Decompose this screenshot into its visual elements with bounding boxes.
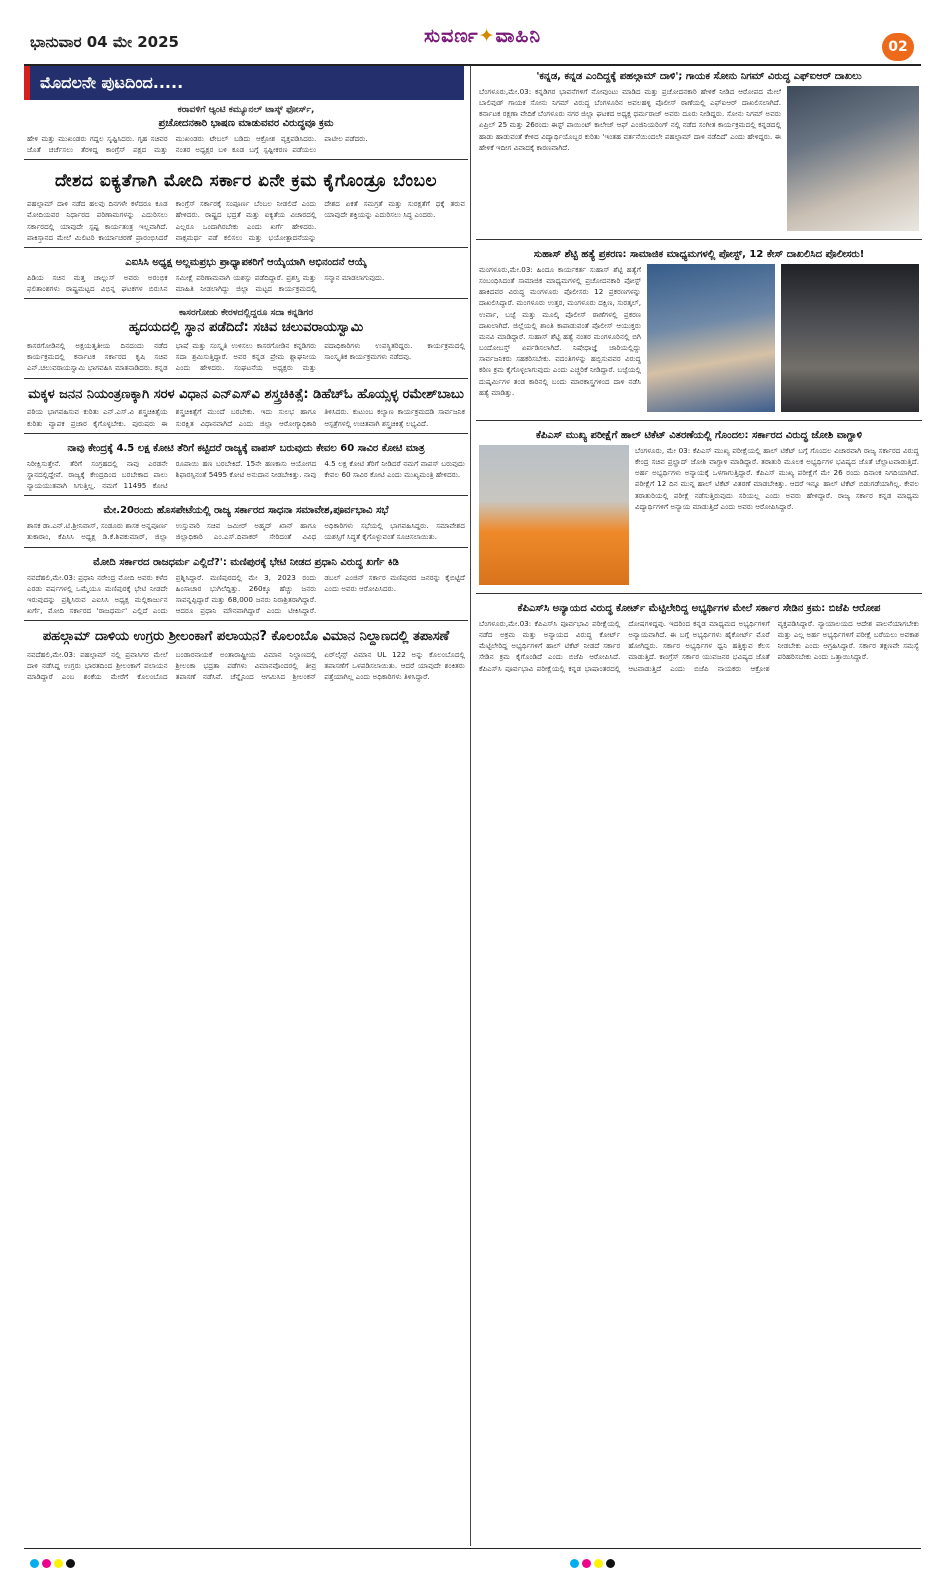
article-modi-support: [24, 164, 468, 248]
article-colombo-search: [24, 625, 468, 686]
article-professor-selection: [24, 252, 468, 299]
article-body: ಬೆಂಗಳೂರು,ಮೇ.03: ಕನ್ನಡಿಗರ ಭಾವನೆಗಳಿಗೆ ನೋವುಂಟು ಮಾಡಿದ ಮತ್ತು ಪ್ರಚೋದನಕಾರಿ ಹೇಳಿಕೆ ನೀಡಿದ ಆರೋಪದ ಮೇಲೆ ಬಾಲಿವುಡ್ ಗಾಯಕ ಸೋನು ನಿಗಮ್ ವಿರುದ್ಧ ಬೆಂಗಳೂರಿನ ಅವಲಹಳ್ಳಿ ಪೊಲೀಸ್ ಠಾಣೆಯಲ್ಲಿ ಎಫ್‌ಐಆರ್ ದಾಖಲಿಸಲಾಗಿದೆ. ಕರ್ನಾಟಕ ರಕ್ಷಣಾ ವೇದಿಕೆ ಬೆಂಗಳೂರು ನಗರ ಜಿಲ್ಲಾ ಘಟಕದ ಅಧ್ಯಕ್ಷ ಧರ್ಮರಾಜ್ ಅವರು ದೂರು ನೀಡಿದ್ದರು. ಸೋನು ನಿಗಮ್ ಅವರು ಏಪ್ರಿಲ್ 25 ಮತ್ತು 26ರಂದು ಈಸ್ಟ್ ಪಾಯಿಂಟ್ ಕಾಲೇಜ್ ಆಫ್ ಎಂಜಿನಿಯರಿಂಗ್ ನಲ್ಲಿ ನಡೆದ ಸಂಗೀತ ಕಾರ್ಯಕ್ರಮದಲ್ಲಿ ಕನ್ನಡದಲ್ಲಿ ಹಾಡು ಹಾಡುವಂತೆ ಕೇಳಿದ ವಿದ್ಯಾರ್ಥಿಯೊಬ್ಬರ ಕುರಿತು 'ಇಂತಹ ವರ್ತನೆಯಿಂದಲೇ ಪಹಲ್ಗಾಮ್ ದಾಳಿ ನಡೆದಿದೆ' ಎಂದು ಹೇಳಿದ್ದರು. ಈ ಹೇಳಿಕೆ ಇದೀಗ ವಿವಾದಕ್ಕೆ ಕಾರಣವಾಗಿದೆ.: [479, 87, 781, 152]
print-registration-marks-right: [570, 1553, 618, 1572]
issue-date: ಭಾನುವಾರ 04 ಮೇ 2025: [30, 33, 179, 51]
article-headline: ಎಐಸಿಸಿ ಅಧ್ಯಕ್ಷ ಅಲ್ಲಮಪ್ರಭು ಪ್ರಾಧ್ಯಾಪಕರಿಗೆ ಆಯ್ಕೆಯಾಗಿ ಅಭಿನಂದನೆ ಆಯ್ಕೆ: [125, 256, 367, 268]
article-headline: ಮೇ.20ರಂದು ಹೊಸಪೇಟೆಯಲ್ಲಿ ರಾಜ್ಯ ಸರ್ಕಾರದ ಸಾಧನಾ ಸಮಾವೇಶ,ಪೂರ್ವಭಾವಿ ಸಭೆ: [103, 505, 389, 517]
magenta-mark-icon: [42, 1559, 51, 1568]
singer-photo: [787, 86, 919, 231]
article-headline: ಕೆಪಿಎಸ್ ಮುಖ್ಯ ಪರೀಕ್ಷೆಗೆ ಹಾಲ್ ಟಿಕೆಟ್ ವಿತರಣೆಯಲ್ಲಿ ಗೊಂದಲ: ಸರ್ಕಾರದ ವಿರುದ್ಧ ಜೋಶಿ ವಾಗ್ದಾಳಿ: [535, 430, 863, 441]
article-headline: ಮಕ್ಕಳ ಜನನ ನಿಯಂತ್ರಣಕ್ಕಾಗಿ ಸರಳ ವಿಧಾನ ಎನ್ಎಸ್‌ವಿ ಶಸ್ತ್ರಚಿಕಿತ್ಸೆ: ಡಿಹೆಚ್‌ಓ ಹೊಯ್ಸಳ್ಳ ರಮೇಶ್‌ಬಾಬು: [28, 386, 464, 402]
masthead-right: ವಾಹಿನಿ: [495, 25, 542, 47]
article-nsv-surgery: [24, 383, 468, 434]
article-manipur-kharge: [24, 552, 468, 622]
article-body: ನವದೆಹಲಿ,ಮೇ.03: ಪಹಲ್ಗಾಮ್ ನಲ್ಲಿ ಪ್ರವಾಸಿಗರ ಮೇಲೆ ದಾಳಿ ನಡೆಸಿದ್ದ ಉಗ್ರರು ಭಾರತದಿಂದ ಶ್ರೀಲಂಕಾಗೆ ಪಲಾಯನ ಮಾಡಿದ್ದಾರೆ ಎಂಬ ಶಂಕೆಯ ಮೇರೆಗೆ ಕೊಲಂಬೊದ ಬಂಡಾರನಾಯಕೆ ಅಂತಾರಾಷ್ಟ್ರೀಯ ವಿಮಾನ ನಿಲ್ದಾಣದಲ್ಲಿ ಶ್ರೀಲಂಕಾ ಭದ್ರತಾ ಪಡೆಗಳು ವಿಮಾನವೊಂದರಲ್ಲಿ ತೀವ್ರ ತಪಾಸಣೆ ನಡೆಸಿವೆ. ಚೆನ್ನೈನಿಂದ ಆಗಮಿಸಿದ ಶ್ರೀಲಂಕನ್ ಏರ್‌ಲೈನ್ಸ್‌ ವಿಮಾನ UL 122 ಅನ್ನು ಕೊಲಂಬೊದಲ್ಲಿ ತಪಾಸಣೆಗೆ ಒಳಪಡಿಸಲಾಯಿತು. ಆದರೆ ಯಾವುದೇ ಶಂಕಿತರು ಪತ್ತೆಯಾಗಿಲ್ಲ ಎಂದು ಅಧಿಕಾರಿಗಳು ತಿಳಿಸಿದ್ದಾರೆ.: [27, 650, 465, 682]
masthead-logo: [390, 25, 575, 59]
article-kicker: ಕಾಸರಗೋಡು ಕೇರಳದಲ್ಲಿದ್ದರೂ ಸದಾ ಕನ್ನಡಿಗರ: [178, 308, 314, 319]
left-column: [24, 66, 468, 1546]
minister-photo: [479, 445, 629, 585]
page-number: 02: [882, 33, 914, 61]
victim-photo: [647, 264, 775, 412]
print-registration-marks: [30, 1553, 78, 1572]
section-title: ಮೊದಲನೇ ಪುಟದಿಂದ.....: [24, 66, 464, 100]
article-anti-communal: [24, 100, 468, 160]
photo-pair: [647, 264, 919, 412]
article-hospet-meeting: [24, 500, 468, 547]
article-body: ಹೇಳಿ ಮತ್ತು ಮುಖಂಡರು ಗದ್ದಲ ಸೃಷ್ಟಿಸಿದರು. ಗೃಹ ಸಚಿವರ ಜೊತೆ ಚರ್ಚೆಸಲು ತೆರಳಿದ್ದ ಕಾಂಗ್ರೆಸ್ ಪಕ್ಷದ ಮತ್ತು ಮುಖಂಡರು ಟೇಬಲ್ ಬಡಿದು ಆಕ್ರೋಶ ವ್ಯಕ್ತಪಡಿಸಿದರು. ನಂತರ ಅಧ್ಯಕ್ಷರ ಬಳಿ ಕೂಡ ಬಗ್ಗೆ ಸ್ಪಷ್ಟೀಕರಣ ಪಡೆಯಲು ಪಾಟೀಲ ಪಡೆದರು.: [27, 134, 368, 155]
cyan-mark-icon: [570, 1559, 579, 1568]
article-headline: ನಾವು ಕೇಂದ್ರಕ್ಕೆ 4.5 ಲಕ್ಷ ಕೋಟಿ ತೆರಿಗೆ ಕಟ್ಟಿದರೆ ರಾಜ್ಯಕ್ಕೆ ವಾಪಸ್ ಬರುವುದು ಕೇವಲ 60 ಸಾವಿರ ಕೋಟಿ ಮಾತ್ರ: [67, 442, 425, 454]
article-tax-share: [24, 438, 468, 496]
article-body: ಶಾಸಕ ಡಾ.ಎನ್.ಟಿ.ಶ್ರೀನಿವಾಸ್, ಸಂಡೂರು ಶಾಸಕ ಅನ್ನಪೂರ್ಣ ತುಕಾರಾಂ, ಕೆಪಿಸಿಸಿ ಅಧ್ಯಕ್ಷ ಡಿ.ಕೆ.ಶಿವಕುಮಾರ್, ಜಿಲ್ಲಾ ಉಸ್ತುವಾರಿ ಸಚಿವ ಜಮೀರ್ ಅಹ್ಮದ್ ಖಾನ್ ಹಾಗೂ ಜಿಲ್ಲಾಧಿಕಾರಿ ಎಂ.ಎಸ್.ದಿವಾಕರ್ ಸೇರಿದಂತೆ ವಿವಿಧ ಅಧಿಕಾರಿಗಳು ಸಭೆಯಲ್ಲಿ ಭಾಗವಹಿಸಿದ್ದರು. ಸಮಾವೇಶದ ಯಶಸ್ಸಿಗೆ ಸಿದ್ಧತೆ ಕೈಗೊಳ್ಳುವಂತೆ ಸೂಚಿಸಲಾಯಿತು.: [27, 521, 465, 542]
masthead-left: ಸುವರ್ಣ: [423, 25, 479, 47]
yellow-mark-icon: [594, 1559, 603, 1568]
crime-scene-photo: [781, 264, 919, 412]
footer-rule: [24, 1548, 921, 1549]
article-kpsc-court: [476, 598, 922, 678]
article-body: ನಿರೀಕ್ಷಿಸುತ್ತೇನೆ. ತೆರಿಗೆ ಸಂಗ್ರಹದಲ್ಲಿ ನಾವು ಎರಡನೇ ಸ್ಥಾನದಲ್ಲಿದ್ದೇವೆ. ರಾಜ್ಯಕ್ಕೆ ಕೇಂದ್ರದಿಂದ ಬರಬೇಕಾದ ಪಾಲು ನ್ಯಾಯಯುತವಾಗಿ ಸಿಗುತ್ತಿಲ್ಲ. ನಮಗೆ 11495 ಕೋಟಿ ರೂಪಾಯಿ ಹಣ ಬರಬೇಕಿದೆ. 15ನೇ ಹಣಕಾಸು ಆಯೋಗದ ಶಿಫಾರಸ್ಸಿನಂತೆ 5495 ಕೋಟಿ ಅನುದಾನ ನೀಡಬೇಕಿತ್ತು. ನಾವು 4.5 ಲಕ್ಷ ಕೋಟಿ ತೆರಿಗೆ ನೀಡಿದರೆ ನಮಗೆ ವಾಪಸ್ ಬರುವುದು ಕೇವಲ 60 ಸಾವಿರ ಕೋಟಿ ಎಂದು ಮುಖ್ಯಮಂತ್ರಿ ಹೇಳಿದರು.: [27, 458, 465, 491]
article-headline: ಪಹಲ್ಗಾಮ್ ದಾಳಿಯ ಉಗ್ರರು ಶ್ರೀಲಂಕಾಗೆ ಪಲಾಯನ? ಕೊಲಂಬೊ ವಿಮಾನ ನಿಲ್ದಾಣದಲ್ಲಿ ತಪಾಸಣೆ: [42, 629, 450, 645]
article-kicker: ಕರಾವಳಿಗೆ ಆ್ಯಂಟಿ ಕಮ್ಯೂನಲ್ ಟಾಸ್ಕ್ ಫೋರ್ಸ್,: [177, 105, 315, 115]
article-headline: 'ಕನ್ನಡ, ಕನ್ನಡ ಎಂದಿದ್ದಕ್ಕೆ ಪಹಲ್ಗಾಮ್ ದಾಳಿ'; ಗಾಯಕ ಸೋನು ನಿಗಮ್ ವಿರುದ್ಧ ಎಫ್‌ಐಆರ್ ದಾಖಲು: [536, 71, 862, 82]
article-body: ಬೆಂಗಳೂರು, ಮೇ 03: ಕೆಪಿಎಸ್ ಮುಖ್ಯ ಪರೀಕ್ಷೆಯಲ್ಲಿ ಹಾಲ್ ಟಿಕೆಟ್ ಬಗ್ಗೆ ಗೊಂದಲ ವಿಚಾರವಾಗಿ ರಾಜ್ಯ ಸರ್ಕಾರದ ವಿರುದ್ಧ ಕೇಂದ್ರ ಸಚಿವ ಪ್ರಲ್ಹಾದ್ ಜೋಶಿ ವಾಗ್ದಾಳಿ ಮಾಡಿದ್ದಾರೆ. ತರಾತುರಿ ಮೂಲಕ ಅಭ್ಯರ್ಥಿಗಳ ಭವಿಷ್ಯದ ಜೊತೆ ಚೆಲ್ಲಾಟವಾಡುತ್ತಿದೆ. ಅರ್ಹ ಅಭ್ಯರ್ಥಿಗಳು ಅನ್ಯಾಯಕ್ಕೆ ಒಳಗಾಗುತ್ತಿದ್ದಾರೆ. ಕೆಪಿಎಸ್ ಮುಖ್ಯ ಪರೀಕ್ಷೆಗೆ ಮೇ 26 ರಂದು ದಿನಾಂಕ ನಿಗದಿಯಾಗಿದೆ. ಪರೀಕ್ಷೆಗೆ 12 ದಿನ ಮುನ್ನ ಹಾಲ್ ಟಿಕೆಟ್ ವಿತರಣೆ ಮಾಡಬೇಕಿತ್ತು. ಆದರೆ ಇನ್ನೂ ಹಾಲ್ ಟಿಕೆಟ್ ಬಿಡುಗಡೆಯಾಗಿಲ್ಲ. ಕೇವಲ ತರಾತುರಿಯಲ್ಲಿ ಪರೀಕ್ಷೆ ನಡೆಸುತ್ತಿರುವುದು ಸರಿಯಲ್ಲ ಎಂದು ಅವರು ಹೇಳಿದ್ದಾರೆ. ರಾಜ್ಯ ಸರ್ಕಾರ ಕನ್ನಡ ಮಾಧ್ಯಮ ವಿದ್ಯಾರ್ಥಿಗಳಿಗೆ ಅನ್ಯಾಯ ಮಾಡುತ್ತಿದೆ ಎಂದು ಅವರು ಆರೋಪಿಸಿದ್ದಾರೆ.: [635, 446, 919, 511]
article-kps-hall-ticket: [476, 425, 922, 594]
black-mark-icon: [606, 1559, 615, 1568]
masthead-emblem-icon: ✦: [478, 25, 496, 47]
magenta-mark-icon: [582, 1559, 591, 1568]
article-body: ಪಠಿಯ ಭಾಗವಹಿಸುವ ಕುರಿತು ಎನ್.ಎಸ್.ವಿ ಶಸ್ತ್ರಚಿಕಿತ್ಸೆಯ ಕುರಿತು ವ್ಯಾಪಕ ಪ್ರಚಾರ ಕೈಗೊಳ್ಳಬೇಕು. ಪುರುಷರು ಈ ಶಸ್ತ್ರಚಿಕಿತ್ಸೆಗೆ ಮುಂದೆ ಬರಬೇಕು. ಇದು ಸುಲಭ ಹಾಗೂ ಸುರಕ್ಷಿತ ವಿಧಾನವಾಗಿದೆ ಎಂದು ಜಿಲ್ಲಾ ಆರೋಗ್ಯಾಧಿಕಾರಿ ತಿಳಿಸಿದರು. ಕುಟುಂಬ ಕಲ್ಯಾಣ ಕಾರ್ಯಕ್ರಮದಡಿ ಸಾರ್ವಜನಿಕ ಆಸ್ಪತ್ರೆಗಳಲ್ಲಿ ಉಚಿತವಾಗಿ ಶಸ್ತ್ರಚಿಕಿತ್ಸೆ ಲಭ್ಯವಿದೆ.: [27, 407, 465, 428]
column-separator: [470, 66, 471, 1546]
cyan-mark-icon: [30, 1559, 39, 1568]
article-headline: ಪ್ರಚೋದನಕಾರಿ ಭಾಷಣ ಮಾಡುವವರ ವಿರುದ್ಧವೂ ಕ್ರಮ: [158, 118, 334, 129]
article-headline: ಮೋದಿ ಸರ್ಕಾರದ ರಾಜಧರ್ಮ ಎಲ್ಲಿದೆ?': ಮಣಿಪುರಕ್ಕೆ ಭೇಟಿ ನೀಡದ ಪ್ರಧಾನಿ ವಿರುದ್ಧ ಖರ್ಗೆ ಕಿಡಿ: [93, 556, 399, 568]
yellow-mark-icon: [54, 1559, 63, 1568]
article-body: ಮಂಗಳೂರು,ಮೇ.03: ಹಿಂದೂ ಕಾರ್ಯಕರ್ತ ಸುಹಾಸ್ ಶೆಟ್ಟಿ ಹತ್ಯೆಗೆ ಸಂಬಂಧಿಸಿದಂತೆ ಸಾಮಾಜಿಕ ಮಾಧ್ಯಮಗಳಲ್ಲಿ ಪ್ರಚೋದನಕಾರಿ ಪೋಸ್ಟ್ ಹಾಕಿದವರ ವಿರುದ್ಧ ಮಂಗಳೂರು ಪೊಲೀಸರು 12 ಪ್ರಕರಣಗಳನ್ನು ದಾಖಲಿಸಿದ್ದಾರೆ. ಮಂಗಳೂರು ಉತ್ತರ, ಮಂಗಳೂರು ದಕ್ಷಿಣ, ಸುರತ್ಕಲ್, ಉರ್ವಾ, ಬಜ್ಪೆ ಮತ್ತು ಮೂಲ್ಕಿ ಪೊಲೀಸ್ ಠಾಣೆಗಳಲ್ಲಿ ಪ್ರಕರಣ ದಾಖಲಾಗಿದೆ. ಜಿಲ್ಲೆಯಲ್ಲಿ ಶಾಂತಿ ಕಾಪಾಡುವಂತೆ ಪೊಲೀಸ್ ಆಯುಕ್ತರು ಮನವಿ ಮಾಡಿದ್ದಾರೆ. ಸುಹಾಸ್ ಶೆಟ್ಟಿ ಹತ್ಯೆ ನಂತರ ಮಂಗಳೂರಿನಲ್ಲಿ ಬಿಗಿ ಬಂದೋಬಸ್ತ್ ಏರ್ಪಡಿಸಲಾಗಿದೆ. ನಿಷೇಧಾಜ್ಞೆ ಜಾರಿಯಲ್ಲಿದ್ದು ಸಾರ್ವಜನಿಕರು ಸಹಕರಿಸಬೇಕು. ವದಂತಿಗಳನ್ನು ಹಬ್ಬಿಸುವವರ ವಿರುದ್ಧ ಕಠಿಣ ಕ್ರಮ ಕೈಗೊಳ್ಳಲಾಗುವುದು ಎಂದು ಎಚ್ಚರಿಕೆ ನೀಡಿದ್ದಾರೆ. ಬಜ್ಪೆಯಲ್ಲಿ ದುಷ್ಕರ್ಮಿಗಳ ತಂಡ ಕಾರಿನಲ್ಲಿ ಬಂದು ಮಾರಕಾಸ್ತ್ರಗಳಿಂದ ದಾಳಿ ನಡೆಸಿ ಹತ್ಯೆ ಮಾಡಿತ್ತು.: [479, 265, 641, 397]
article-headline: ದೇಶದ ಐಕ್ಯತೆಗಾಗಿ ಮೋದಿ ಸರ್ಕಾರ ಏನೇ ಕ್ರಮ ಕೈಗೊಂಡ್ರೂ ಬೆಂಬಲ: [55, 171, 437, 192]
article-headline: ಸುಹಾಸ್ ಶೆಟ್ಟಿ ಹತ್ಯೆ ಪ್ರಕರಣ: ಸಾಮಾಜಿಕ ಮಾಧ್ಯಮಗಳಲ್ಲಿ ಪೋಸ್ಟ್, 12 ಕೇಸ್ ದಾಖಲಿಸಿದ ಪೊಲೀಸರು!: [533, 249, 865, 260]
article-headline: ಹೃದಯದಲ್ಲಿ ಸ್ಥಾನ ಪಡೆದಿದೆ: ಸಚಿವ ಚಲುವರಾಯಸ್ವಾಮಿ: [128, 320, 364, 336]
article-body: ಬೆಂಗಳೂರು,ಮೇ.03: ಕೆಪಿಎಸ್‌ಸಿ ಪೂರ್ವಭಾವಿ ಪರೀಕ್ಷೆಯಲ್ಲಿ ನಡೆದ ಅಕ್ರಮ ಮತ್ತು ಅನ್ಯಾಯದ ವಿರುದ್ಧ ಕೋರ್ಟ್ ಮೆಟ್ಟಿಲೇರಿದ್ದ ಅಭ್ಯರ್ಥಿಗಳಿಗೆ ಹಾಲ್ ಟಿಕೆಟ್ ನೀಡದೆ ಸರ್ಕಾರ ಸೇಡಿನ ಕ್ರಮ ಕೈಗೊಂಡಿದೆ ಎಂದು ಬಿಜೆಪಿ ಆರೋಪಿಸಿದೆ. ಕೆಪಿಎಸ್‌ಸಿ ಪೂರ್ವಭಾವಿ ಪರೀಕ್ಷೆಯಲ್ಲಿ ಕನ್ನಡ ಭಾಷಾಂತರದಲ್ಲಿ ದೋಷಗಳಿದ್ದವು. ಇದರಿಂದ ಕನ್ನಡ ಮಾಧ್ಯಮದ ಅಭ್ಯರ್ಥಿಗಳಿಗೆ ಅನ್ಯಾಯವಾಗಿದೆ. ಈ ಬಗ್ಗೆ ಅಭ್ಯರ್ಥಿಗಳು ಹೈಕೋರ್ಟ್ ಮೊರೆ ಹೋಗಿದ್ದರು. ಸರ್ಕಾರ ಅಭ್ಯರ್ಥಿಗಳ ಧ್ವನಿ ಹತ್ತಿಕ್ಕುವ ಕೆಲಸ ಮಾಡುತ್ತಿದೆ. ಕಾಂಗ್ರೆಸ್ ಸರ್ಕಾರ ಯುವಜನರ ಭವಿಷ್ಯದ ಜೊತೆ ಆಟವಾಡುತ್ತಿದೆ ಎಂದು ಬಿಜೆಪಿ ನಾಯಕರು ಆಕ್ರೋಶ ವ್ಯಕ್ತಪಡಿಸಿದ್ದಾರೆ. ನ್ಯಾಯಾಲಯದ ಆದೇಶ ಪಾಲನೆಯಾಗಬೇಕು ಮತ್ತು ಎಲ್ಲ ಅರ್ಹ ಅಭ್ಯರ್ಥಿಗಳಿಗೆ ಪರೀಕ್ಷೆ ಬರೆಯಲು ಅವಕಾಶ ನೀಡಬೇಕು ಎಂದು ಆಗ್ರಹಿಸಿದ್ದಾರೆ. ಸರ್ಕಾರ ತಕ್ಷಣವೇ ಸಮಸ್ಯೆ ಪರಿಹರಿಸಬೇಕು ಎಂದು ಒತ್ತಾಯಿಸಿದ್ದಾರೆ.: [479, 619, 919, 673]
article-sonu-nigam: [476, 66, 922, 240]
right-column: [476, 66, 922, 1546]
article-suhas-shetty: [476, 244, 922, 421]
article-body: ಪಿಡಿಯ ಸಚಿನ ಮತ್ತ ಚಾಲ್ಲುಸ್ ಅವರು ಅರಂಭಿಕ ಫಲಿತಾಂಶಗಳು ರಾಷ್ಟ್ರಮಟ್ಟದ ವಿಭಿನ್ನ ಘಟಕಗಳ ಬಿರುಸಿನ ಸಮೀಕ್ಷೆ ಪರಿಣಾಮವಾಗಿ ಯಶಸ್ಸು ಪಡೆದಿದ್ದಾರೆ. ಪ್ರಶಸ್ತಿ ಮತ್ತು ಮಾಹಿತಿ ನೀಡಲಾಗಿದ್ದು ಜಿಲ್ಲಾ ಮಟ್ಟದ ಕಾರ್ಯಕ್ರಮದಲ್ಲಿ ಸನ್ಮಾನ ಮಾಡಲಾಗುವುದು.: [27, 272, 385, 294]
black-mark-icon: [66, 1559, 75, 1568]
article-body: ಪಹಲ್ಗಾಮ್ ದಾಳಿ ನಡೆದ ಹಲವು ದಿನಗಳೇ ಕಳೆದರೂ ಕೂಡ ಮೋದಿಯವರ ನಿರ್ಧಾರದ ಪರಿಣಾಮಗಳನ್ನು ಎದುರಿಸಲು ಸರ್ಕಾರದಲ್ಲಿ ಯಾವುದೇ ಸ್ಪಷ್ಟ ಕಾರ್ಯತಂತ್ರ ಇಲ್ಲವಾಗಿದೆ. ಪಾಕಿಸ್ತಾನದ ಮೇಲೆ ಮಿಲಿಟರಿ ಕಾರ್ಯಾಚರಣೆ ಪ್ರಾರಂಭಿಸಿದರೆ ಕಾಂಗ್ರೆಸ್ ಸರ್ಕಾರಕ್ಕೆ ಸಂಪೂರ್ಣ ಬೆಂಬಲ ನೀಡಲಿದೆ ಎಂದು ಹೇಳಿದರು. ರಾಷ್ಟ್ರದ ಭದ್ರತೆ ಮತ್ತು ಐಕ್ಯತೆಯ ವಿಚಾರದಲ್ಲಿ ಎಲ್ಲರೂ ಒಂದಾಗಿರಬೇಕು ಎಂದು ಖರ್ಗೆ ಹೇಳಿದರು. ವಾಕ್ಸಮರ್ಥ ಪಡೆ ಕಲಿಸಲು ಮತ್ತು ಭಯೋತ್ಪಾದನೆಯನ್ನು ದೇಶದ ಏಕತೆ ಸಮಗ್ರತೆ ಮತ್ತು ಸುರಕ್ಷತೆಗೆ ಧಕ್ಕೆ ತರುವ ಯಾವುದೇ ಶಕ್ತಿಯನ್ನು ಎದುರಿಸಲು ಸಿದ್ಧ ಎಂದರು.: [27, 199, 465, 242]
article-kasaragod: [24, 303, 468, 378]
article-headline: ಕೆಪಿಎಸ್‌ಸಿ ಅನ್ಯಾಯದ ವಿರುದ್ಧ ಕೋರ್ಟ್ ಮೆಟ್ಟಿಲೇರಿದ್ದ ಅಭ್ಯರ್ಥಿಗಳ ಮೇಲೆ ಸರ್ಕಾರ ಸೇಡಿನ ಕ್ರಮ: ಬಿಜೆಪಿ ಆರೋಪ: [517, 603, 881, 614]
article-body: ನವದೆಹಲಿ,ಮೇ.03: ಪ್ರಧಾನಿ ನರೇಂದ್ರ ಮೋದಿ ಅವರು ಕಳೆದ ಎರಡು ವರ್ಷಗಳಲ್ಲಿ ಒಮ್ಮೆಯೂ ಮಣಿಪುರಕ್ಕೆ ಭೇಟಿ ನೀಡದೇ ಇರುವುದನ್ನು ಪ್ರಶ್ನಿಸಿರುವ ಎಐಸಿಸಿ ಅಧ್ಯಕ್ಷ ಮಲ್ಲಿಕಾರ್ಜುನ ಖರ್ಗೆ, ಮೋದಿ ಸರ್ಕಾರದ 'ರಾಜಧರ್ಮ' ಎಲ್ಲಿದೆ ಎಂದು ಪ್ರಶ್ನಿಸಿದ್ದಾರೆ. ಮಣಿಪುರದಲ್ಲಿ ಮೇ 3, 2023 ರಂದು ಹಿಂಸಾಚಾರ ಭುಗಿಲೆದ್ದಿತ್ತು. 260ಕ್ಕೂ ಹೆಚ್ಚು ಜನರು ಸಾವನ್ನಪ್ಪಿದ್ದಾರೆ ಮತ್ತು 68,000 ಜನರು ನಿರಾಶ್ರಿತರಾಗಿದ್ದಾರೆ. ಆದರೂ ಪ್ರಧಾನಿ ಮೌನವಾಗಿದ್ದಾರೆ ಎಂದು ಟೀಕಿಸಿದ್ದಾರೆ. ಡಬಲ್ ಎಂಜಿನ್ ಸರ್ಕಾರ ಮಣಿಪುರದ ಜನರನ್ನು ಕೈಬಿಟ್ಟಿದೆ ಎಂದು ಅವರು ಆರೋಪಿಸಿದರು.: [27, 572, 465, 615]
article-body: ಕಾಸರಗೋಡಿನಲ್ಲಿ ಅಕ್ಷಯತೃತೀಯ ದಿನದಂದು ನಡೆದ ಕಾರ್ಯಕ್ರಮದಲ್ಲಿ ಕರ್ನಾಟಕ ಸರ್ಕಾರದ ಕೃಷಿ ಸಚಿವ ಎನ್.ಚಲುವರಾಯಸ್ವಾಮಿ ಭಾಗವಹಿಸಿ ಮಾತನಾಡಿದರು. ಕನ್ನಡ ಭಾಷೆ ಮತ್ತು ಸಂಸ್ಕೃತಿ ಉಳಿಸಲು ಕಾಸರಗೋಡಿನ ಕನ್ನಡಿಗರು ಸದಾ ಶ್ರಮಿಸುತ್ತಿದ್ದಾರೆ. ಅವರ ಕನ್ನಡ ಪ್ರೇಮ ಶ್ಲಾಘನೀಯ ಎಂದು ಹೇಳಿದರು. ಸಂಘಟನೆಯ ಅಧ್ಯಕ್ಷರು ಮತ್ತು ಪದಾಧಿಕಾರಿಗಳು ಉಪಸ್ಥಿತರಿದ್ದರು. ಕಾರ್ಯಕ್ರಮದಲ್ಲಿ ಸಾಂಸ್ಕೃತಿಕ ಕಾರ್ಯಕ್ರಮಗಳು ನಡೆದವು.: [27, 341, 465, 373]
